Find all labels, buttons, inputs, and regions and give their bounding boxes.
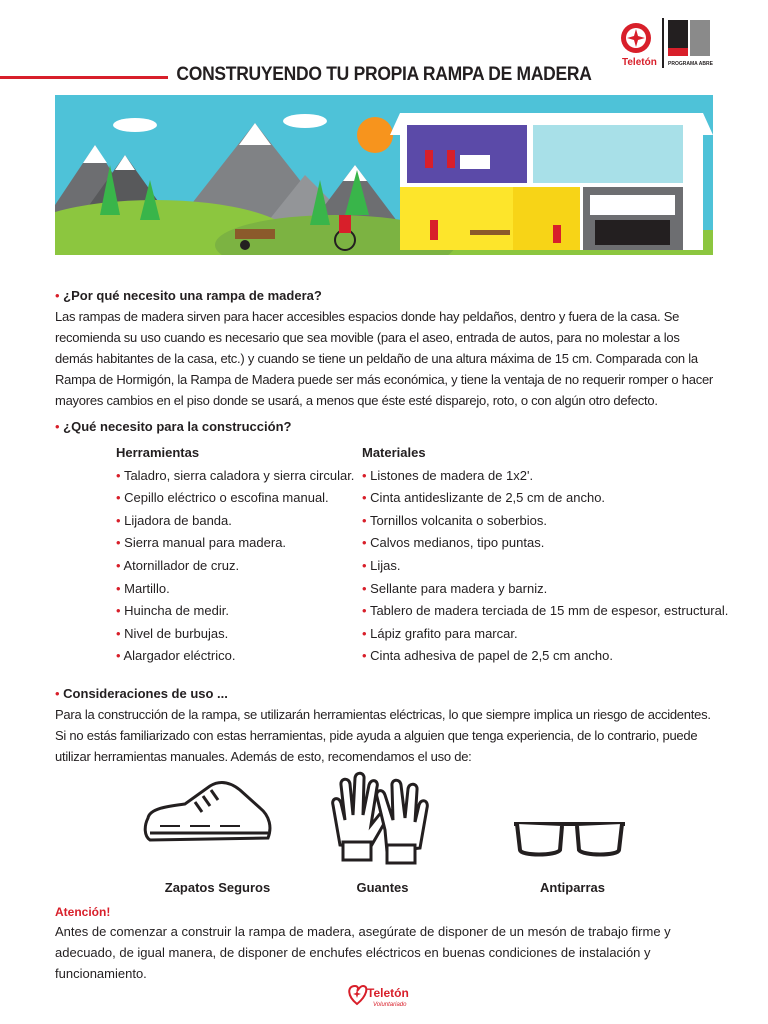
list-item: • Cepillo eléctrico o escofina manual. [116, 490, 329, 506]
list-item: • Cinta antideslizante de 2,5 cm de ancho. [362, 490, 606, 506]
ppe-label-goggles: Antiparras [539, 880, 606, 895]
ppe-label-shoes: Zapatos Seguros [164, 880, 271, 895]
ppe-label-gloves: Guantes [356, 880, 409, 895]
program-name: PROGRAMA ABRE [668, 61, 713, 67]
footer-logo [345, 980, 425, 1010]
section-needs [55, 416, 715, 437]
footer-sub: Voluntariado [373, 1002, 407, 1008]
goggles-icon [512, 818, 627, 865]
list-item: • Taladro, sierra caladora y sierra circular. [116, 467, 355, 483]
section-needs-heading: ¿Qué necesito para la construcción? [63, 419, 292, 434]
section-considerations-body: Para la construcción de la rampa, se utilizarán herramientas eléctricas, lo que siempre implica un riesgo de accidentes. Si no estás familiarizado con estas herramientas, pide ayuda a alguien que tenga experiencia, de lo contrario, puede utilizar herramientas manuales. Además de esto, recomendamos el uso de: [55, 707, 711, 764]
tools-list [116, 442, 354, 668]
list-item: • Martillo. [116, 580, 170, 596]
hero-illustration [55, 95, 713, 255]
section-why [55, 285, 715, 411]
footer-brand-name: Teletón [367, 986, 409, 1000]
teleton-logo [614, 18, 714, 70]
list-item: • Alargador eléctrico. [116, 648, 236, 664]
tools-title: Herramientas [116, 445, 200, 460]
list-item: • Cinta adhesiva de papel de 2,5 cm ancho. [362, 648, 614, 664]
list-item: • Lijas. [362, 557, 401, 573]
section-considerations [55, 683, 715, 767]
gloves-icon [325, 770, 435, 870]
bullet-icon: • [55, 686, 64, 701]
list-item: • Calvos medianos, tipo puntas. [362, 535, 545, 551]
brand-name: Teletón [622, 57, 657, 68]
list-item: • Nivel de burbujas. [116, 625, 229, 641]
list-item: • Tornillos volcanita o soberbios. [362, 512, 547, 528]
shoe-icon [140, 778, 275, 855]
bullet-icon: • [55, 419, 64, 434]
section-why-heading: ¿Por qué necesito una rampa de madera? [63, 288, 322, 303]
heart-star-icon [349, 986, 366, 1004]
list-item: • Huincha de medir. [116, 603, 229, 619]
attention-label: Atención! [55, 905, 111, 919]
list-item: • Lijadora de banda. [116, 512, 232, 528]
bullet-icon: • [55, 288, 64, 303]
materials-list [362, 442, 728, 668]
teleton-star-icon [621, 23, 651, 53]
section-why-body: Las rampas de madera sirven para hacer accesibles espacios donde hay peldaños, dentro y fuera de la casa. Se recomienda su uso cuando es necesario que sea movible (para el aseo, entrada de autos, para no molestar a los demás habitantes de la casa, etc.) y cuando se tiene un peldaño de una altura máxima de 15 cm. Comparada con la Rampa de Hormigón, la Rampa de Madera puede ser más económica, y tiene la ventaja de no requerir romper o hacer mayores cambios en el piso donde se usará, a menos que éste esté disparejo, roto, o con algún otro defecto. [55, 309, 713, 408]
attention-body: Antes de comenzar a construir la rampa de madera, asegúrate de disponer de un mesón de trabajo firme y adecuado, de igual manera, de disponer de enchufes eléctricos en buenas condiciones de instalación y funcionamiento. [55, 924, 671, 981]
list-item: • Lápiz grafito para marcar. [362, 625, 518, 641]
list-item: • Sierra manual para madera. [116, 535, 287, 551]
materials-title: Materiales [362, 445, 426, 460]
list-item: • Sellante para madera y barniz. [362, 580, 548, 596]
page-title: CONSTRUYENDO TU PROPIA RAMPA DE MADERA [176, 64, 592, 85]
list-item: • Atornillador de cruz. [116, 557, 240, 573]
list-item: • Tablero de madera terciada de 15 mm de espesor, estructural. [362, 603, 729, 619]
list-item: • Listones de madera de 1x2'. [362, 467, 534, 483]
section-considerations-heading: Consideraciones de uso ... [63, 686, 228, 701]
